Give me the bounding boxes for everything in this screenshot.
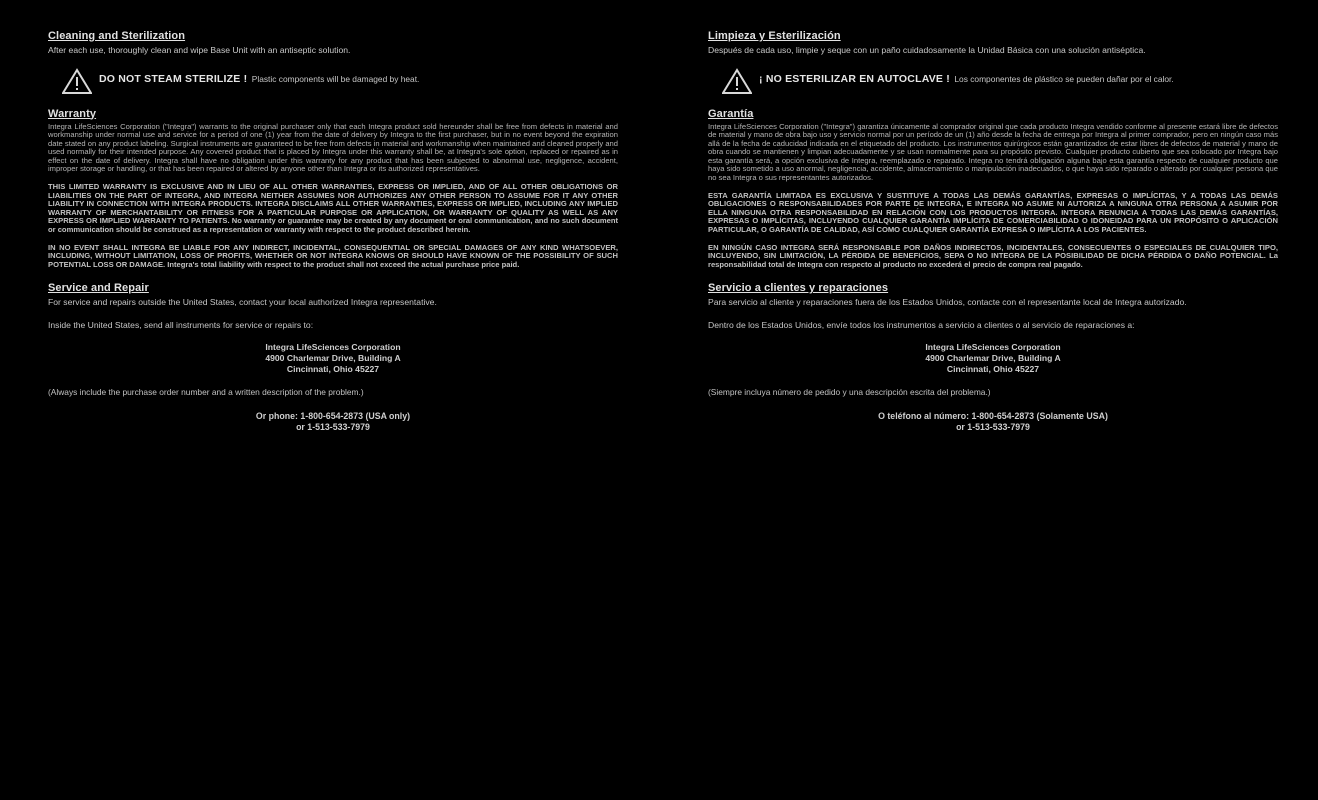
phone-international: or 1-513-533-7979 (956, 422, 1030, 433)
cleaning-intro-text: After each use, thoroughly clean and wipe Base Unit with an antiseptic solution. (48, 45, 351, 55)
warning-subtitle: Los componentes de plástico se pueden dañar por el calor. (954, 73, 1174, 84)
heading-service-repair: Service and Repair (48, 282, 149, 295)
phone-region: (Solamente USA) (1036, 411, 1108, 422)
address-line: Integra LifeSciences Corporation (925, 342, 1061, 353)
warning-title: DO NOT STEAM STERILIZE ! (99, 72, 248, 85)
warranty-paragraph: Integra LifeSciences Corporation ("Integra") warrants to the original purchaser only that each Integra product sold hereunder shall be free from defects in material and workmanship under normal use and service for a period of one (1) year from the date of delivery by Integra to the first purchaser, but in no event beyond the expiration date stated on any product labeling. Surgical instruments are guaranteed to be free from defects in material and workmanship when maintained and cleaned properly and used normally for their intended purpose. Any covered product that is placed by Integra under this warranty shall be, at Integra's sole option, replaced or repaired as in effect on the date of delivery. Integra shall have no obligation under this warranty for any product that has been subjected to abnormal use, negligence, accident, improper storage or handling, or that has been repaired or altered by anyone other than Integra or its authorized representatives. (48, 121, 618, 174)
address-line: 4900 Charlemar Drive, Building A (925, 353, 1061, 364)
service-note: (Always include the purchase order number and a written description of the problem.) (48, 387, 364, 398)
warranty-paragraph: ESTA GARANTÍA LIMITADA ES EXCLUSIVA Y SUSTITUYE A TODAS LAS DEMÁS GARANTÍAS, EXPRESAS O IMPLÍCITAS, Y A TODAS LAS DEMÁS OBLIGACIONES O RESPONSABILIDADES POR PARTE DE INTEGRA, E INTEGRA NO ASUME NI AUTORIZA A NINGUNA OTRA PERSONA A ASUMIR POR ELLA NINGUNA OTRA RESPONSABILIDAD EN RELACIÓN CON LOS PRODUCTOS INTEGRA. INTEGRA RENUNCIA A TODAS LAS DEMÁS GARANTÍAS, EXPRESAS O IMPLÍCITAS, INCLUYENDO CUALQUIER GARANTÍA IMPLÍCITA DE COMERCIABILIDAD O IDONEIDAD PARA UN PROPÓSITO O APLICACIÓN PARTICULAR, O GARANTÍA DE CALIDAD, ASÍ COMO CUALQUIER GARANTÍA EXPRESA O IMPLÍCITA A LOS PACIENTES. (708, 190, 1278, 235)
warning-text-group (99, 68, 419, 87)
column-spanish (708, 30, 1278, 770)
warranty-paragraph: EN NINGÚN CASO INTEGRA SERÁ RESPONSABLE POR DAÑOS INDIRECTOS, INCIDENTALES, CONSECUENTES O ESPECIALES DE CUALQUIER TIPO, INCLUYENDO, SIN LIMITACIÓN, LA PÉRDIDA DE BENEFICIOS, SEPA O NO INTEGRA DE LA POSIBILIDAD DE DICHA PÉRDIDA O DAÑO POTENCIAL. La responsabilidad total de Integra con respecto al producto no excederá el precio de compra real pagado. (708, 242, 1278, 269)
warranty-body (48, 123, 618, 270)
warning-title: ¡ NO ESTERILIZAR EN AUTOCLAVE ! (759, 72, 950, 85)
column-english (48, 30, 618, 770)
phone-number: O teléfono al número: 1-800-654-2873 (878, 411, 1035, 422)
address-line: Integra LifeSciences Corporation (265, 342, 401, 353)
warning-box (722, 68, 1278, 94)
heading-cleaning-sterilization: Cleaning and Sterilization (48, 30, 186, 42)
service-inside-us-text: Inside the United States, send all instruments for service or repairs to: (48, 319, 314, 330)
service-address (48, 342, 618, 375)
heading-service-repair: Servicio a clientes y reparaciones (708, 282, 889, 295)
warranty-paragraph: THIS LIMITED WARRANTY IS EXCLUSIVE AND IN LIEU OF ALL OTHER WARRANTIES, EXPRESS OR IMPLIED, AND OF ALL OTHER OBLIGATIONS OR LIABILITIES ON THE PART OF INTEGRA, AND INTEGRA NEITHER ASSUMES NOR AUTHORIZES ANY OTHER PERSON TO ASSUME FOR IT ANY OTHER LIABILITY IN CONNECTION WITH INTEGRA PRODUCTS. INTEGRA DISCLAIMS ALL OTHER WARRANTIES, EXPRESS OR IMPLIED, INCLUDING ANY IMPLIED WARRANTY OF MERCHANTABILITY OR FITNESS FOR A PARTICULAR PURPOSE OR APPLICATION, OR WARRANTY OF QUALITY AS WELL AS ANY EXPRESS OR IMPLIED WARRANTY TO PATIENTS. No warranty or guarantee may be created by any document or oral communication, and no such document or communication should be construed as a representation or warranty with respect to the product described herein. (48, 182, 618, 235)
heading-warranty: Warranty (48, 107, 97, 120)
service-inside-us-text: Dentro de los Estados Unidos, envíe todos los instrumentos a servicio a clientes o al servicio de reparaciones a: (708, 319, 1135, 330)
warning-triangle-icon (722, 68, 752, 94)
service-address (708, 342, 1278, 375)
service-phone (708, 411, 1278, 433)
service-outside-us-text: Para servicio al cliente y reparaciones fuera de los Estados Unidos, contacte con el representante local de Integra autorizado. (708, 297, 1187, 308)
warning-box (62, 68, 618, 94)
warning-text-group (759, 68, 1174, 87)
warranty-body (708, 123, 1278, 270)
address-line: Cincinnati, Ohio 45227 (946, 364, 1040, 375)
warranty-paragraph: Integra LifeSciences Corporation ("Integra") garantiza únicamente al comprador original que cada producto Integra vendido conforme al presente estará libre de defectos de material y mano de obra bajo uso y servicio normal por un período de un (1) año desde la fecha de entrega por Integra al primer comprador, pero en ningún caso más allá de la fecha de caducidad indicada en el etiquetado del producto. Los instrumentos quirúrgicos están garantizados de estar libres de defectos de material y mano de obra cuando se mantienen y limpian adecuadamente y se usan normalmente para su propósito previsto. Cualquier producto cubierto que sea colocado por Integra bajo esta garantía será, a opción exclusiva de Integra, reemplazado o reparado. Integra no tendrá obligación alguna bajo esta garantía respecto de cualquier producto que haya sido sometido a uso anormal, negligencia, accidente, almacenamiento o manipulación inadecuados, o que haya sido reparado o alterado por cualquier persona que no sea Integra o sus representantes autorizados. (708, 121, 1278, 183)
service-note: (Siempre incluya número de pedido y una descripción escrita del problema.) (708, 387, 991, 398)
phone-region: (USA only) (365, 411, 411, 422)
cleaning-intro-text: Después de cada uso, limpie y seque con un paño cuidadosamente la Unidad Básica con una solución antiséptica. (708, 45, 1146, 55)
warning-subtitle: Plastic components will be damaged by heat. (251, 73, 420, 84)
phone-number: Or phone: 1-800-654-2873 (255, 411, 363, 422)
heading-warranty: Garantía (708, 107, 754, 120)
service-phone (48, 411, 618, 433)
service-outside-us-text: For service and repairs outside the United States, contact your local authorized Integra representative. (48, 297, 437, 308)
warranty-paragraph: IN NO EVENT SHALL INTEGRA BE LIABLE FOR ANY INDIRECT, INCIDENTAL, CONSEQUENTIAL OR SPECIAL DAMAGES OF ANY KIND WHATSOEVER, INCLUDING, WITHOUT LIMITATION, LOSS OF PROFITS, WHETHER OR NOT INTEGRA KNOWS OR SHOULD HAVE KNOWN OF THE POSSIBILITY OF SUCH POTENTIAL LOSS OR DAMAGE. Integra's total liability with respect to the product shall not exceed the actual purchase price paid. (48, 242, 618, 269)
heading-cleaning-sterilization: Limpieza y Esterilización (708, 30, 841, 42)
address-line: 4900 Charlemar Drive, Building A (265, 353, 401, 364)
warning-triangle-icon (62, 68, 92, 94)
phone-international: or 1-513-533-7979 (296, 422, 370, 433)
address-line: Cincinnati, Ohio 45227 (286, 364, 380, 375)
